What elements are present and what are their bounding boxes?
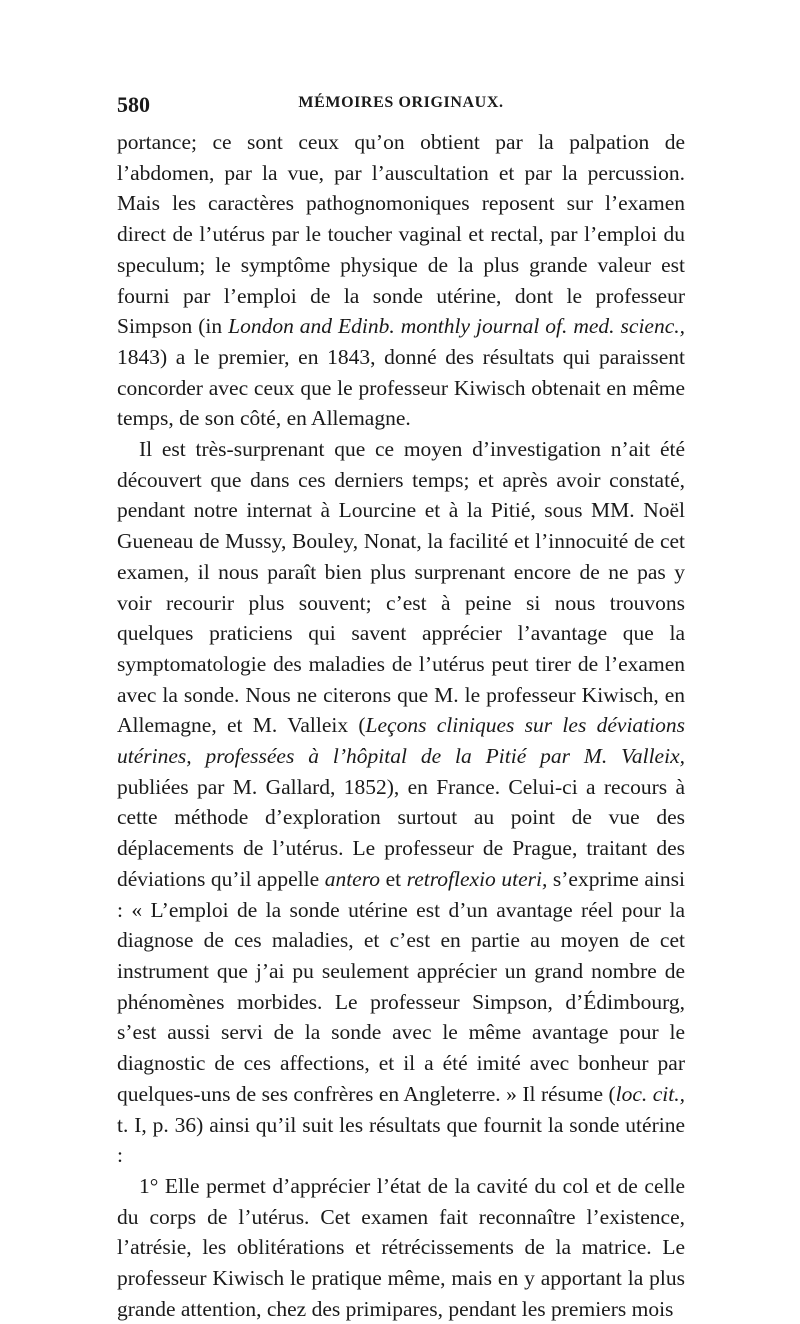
italic-text: retroflexio uteri, bbox=[406, 866, 548, 891]
page-number: 580 bbox=[117, 92, 150, 117]
text-run: portance; ce sont ceux qu’on obtient par la palpation de l’abdomen, par la vue, par l’auscultation et par la percussion. Mais les caractères pathognomoniques reposent sur l’examen direct de l’utérus par le toucher vaginal et rectal, par l’emploi du speculum; le symptôme physique de la plus grande valeur est fourni par l’emploi de la sonde utérine, dont le professeur Simpson (in bbox=[117, 130, 685, 339]
text-run: t. I, p. 36) ainsi qu’il suit les résultats que fournit la sonde utérine : bbox=[117, 1112, 685, 1168]
text-run: 1843) a le premier, en 1843, donné des résultats qui paraissent concorder avec ceux que le professeur Kiwisch obtenait en même temps, de son côté, en Allemagne. bbox=[117, 344, 685, 431]
text-run: Il est très-surprenant que ce moyen d’investigation n’ait été découvert que dans ces derniers temps; et après avoir constaté, pendant notre internat à Lourcine et à la Pitié, sous MM. Noël Gueneau de Mussy, Bouley, Nonat, la facilité et l’innocuité de cet examen, il nous paraît bien plus surprenant encore de ne pas y voir recourir plus souvent; c’est à peine si nous trouvons quelques praticiens qui savent apprécier l’avantage que la symptomatologie des maladies de l’utérus peut tirer de l’examen avec la sonde. Nous ne citerons que M. le professeur Kiwisch, en Allemagne, et M. Valleix ( bbox=[117, 437, 685, 738]
text-run: 1° Elle permet d’apprécier l’état de la cavité du col et de celle du corps de l’utérus. Cet examen fait reconnaître l’existence, l’atrésie, les oblitérations et rétrécissements de la matrice. Le professeur Kiwisch le pratique même, mais en y apportant la plus grande attention, chez des primipares, pendant les premiers mois bbox=[117, 1173, 685, 1321]
paragraph bbox=[117, 127, 685, 434]
text-run: publiées par M. Gallard, 1852), en France. Celui-ci a recours à cette méthode d’exploration surtout au point de vue des déplacements de l’utérus. Le professeur de Prague, traitant des déviations qu’il appelle bbox=[117, 774, 685, 891]
italic-text: loc. cit., bbox=[615, 1081, 685, 1106]
running-title: MÉMOIRES ORIGINAUX. bbox=[298, 94, 504, 111]
page-header bbox=[117, 92, 685, 116]
italic-text: antero bbox=[324, 866, 381, 891]
paragraph bbox=[117, 434, 685, 1171]
text-run: et bbox=[380, 866, 407, 891]
text-run: s’exprime ainsi : « L’emploi de la sonde utérine est d’un avantage réel pour la diagnose de ces maladies, et c’est en partie au moyen de cet instrument que j’ai pu seulement apprécier un grand nombre de phénomènes morbides. Le professeur Simpson, d’Édimbourg, s’est aussi servi de la sonde avec le même avantage pour le diagnostic de ces affections, et il a été imité avec bonheur par quelques-uns de ses confrères en Angleterre. » Il résume ( bbox=[117, 866, 685, 1106]
body-text bbox=[117, 127, 685, 1324]
paragraph bbox=[117, 1171, 685, 1324]
italic-text: Leçons cliniques sur les déviations utérines, professées à l’hôpital de la Pitié par M. Valleix, bbox=[117, 713, 685, 769]
italic-text: London and Edinb. monthly journal of. med. scienc., bbox=[228, 314, 686, 339]
